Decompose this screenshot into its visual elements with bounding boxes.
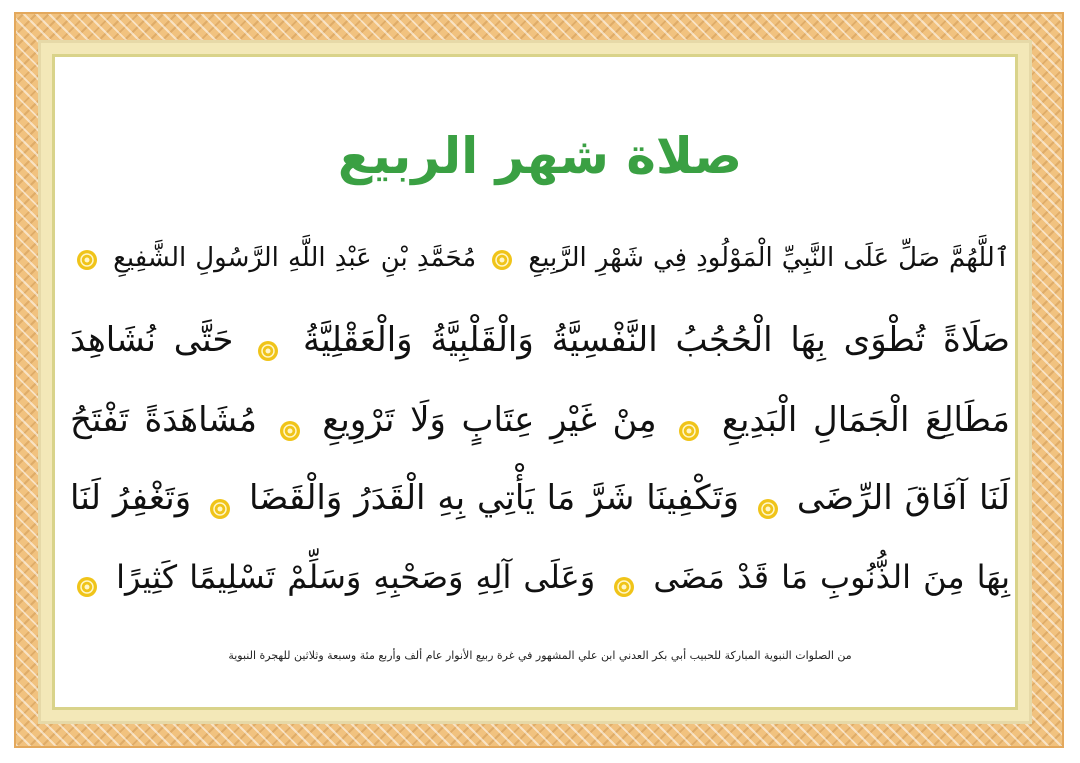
verse-line-4 <box>70 478 1010 519</box>
verse-segment: مُحَمَّدِ بْنِ عَبْدِ اللَّهِ الرَّسُولِ الشَّفِيعِ <box>113 243 477 273</box>
gold-rosette-icon <box>257 331 279 353</box>
verse-segment: لَنَا آفَاقَ الرِّضَى <box>796 478 1010 518</box>
gold-rosette-icon <box>757 489 779 511</box>
verse-segment: مُشَاهَدَةً تَفْتَحُ <box>70 400 257 440</box>
page-title: صلاة شهر الربيع <box>337 127 743 185</box>
verse-line-5 <box>70 558 1010 596</box>
verse-segment: وَتَكْفِينَا شَرَّ مَا يَأْتِي بِهِ الْقَدَرُ وَالْقَضَا <box>249 478 740 518</box>
gold-rosette-icon <box>279 411 301 433</box>
verse-segment: ٱللَّهُمَّ صَلِّ عَلَى النَّبِيِّ الْمَوْلُودِ فِي شَهْرِ الرَّبِيعِ <box>528 243 1011 273</box>
verse-line-3 <box>70 400 1010 441</box>
footer-note: من الصلوات النبوية المباركة للحبيب أبي بكر العدني ابن علي المشهور في غرة ربيع الأنوار عام ألف وأربع مئة وسبعة وثلاثين للهجرة النبوية <box>228 649 852 662</box>
verse-segment: مَطَالِعَ الْجَمَالِ الْبَدِيعِ <box>721 400 1011 440</box>
verse-segment: وَعَلَى آلِهِ وَصَحْبِهِ وَسَلِّمْ تَسْلِيمًا كَثِيرًا <box>116 558 596 596</box>
verse-segment: حَتَّى نُشَاهِدَ <box>70 320 234 360</box>
verse-segment: وَتَغْفِرُ لَنَا <box>70 478 192 518</box>
gold-rosette-icon <box>209 489 231 511</box>
verse-line-1 <box>70 243 1010 274</box>
verse-line-2 <box>70 320 1010 361</box>
gold-rosette-icon <box>678 411 700 433</box>
gold-rosette-icon <box>613 568 635 590</box>
gold-rosette-icon <box>491 248 513 270</box>
verse-segment: مِنْ غَيْرِ عِتَابٍ وَلَا تَرْوِيعِ <box>322 400 657 440</box>
verse-segment: صَلَاةً تُطْوَى بِهَا الْحُجُبُ النَّفْسِيَّةُ وَالْقَلْبِيَّةُ وَالْعَقْلِيَّةُ <box>302 320 1010 360</box>
gold-rosette-icon <box>76 568 98 590</box>
verse-segment: بِهَا مِنَ الذُّنُوبِ مَا قَدْ مَضَى <box>653 558 1011 596</box>
gold-rosette-icon <box>76 248 98 270</box>
